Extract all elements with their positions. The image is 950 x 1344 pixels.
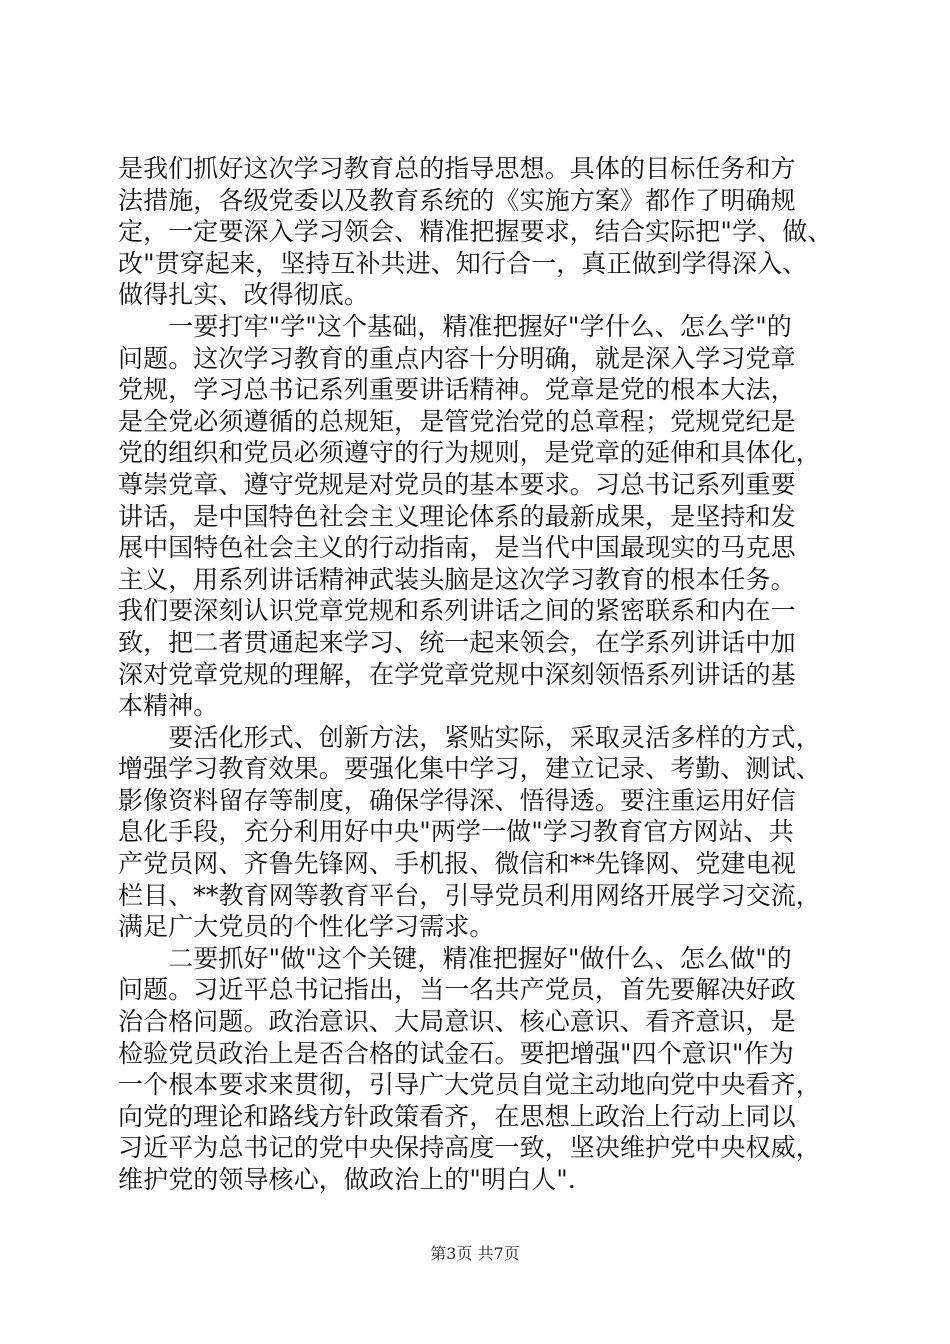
text-line: 深对党章党规的理解，在学党章党规中深刻领悟系列讲话的基: [118, 659, 796, 689]
text-line: 是我们抓好这次学习教育总的指导思想。具体的目标任务和方: [118, 154, 796, 183]
text-line: 满足广大党员的个性化学习需求。: [118, 912, 495, 942]
text-line: 一要打牢"学"这个基础，精准把握好"学什么、怎么学"的: [118, 311, 792, 341]
text-line: 致，把二者贯通起来学习、统一起来领会，在学系列讲话中加: [118, 627, 796, 657]
text-line: 要活化形式、创新方法，紧贴实际，采取灵活多样的方式，: [118, 722, 821, 752]
text-line: 做得扎实、改得彻底。: [118, 280, 370, 310]
text-line: 展中国特色社会主义的行动指南，是当代中国最现实的马克思: [118, 533, 796, 563]
body-text: [118, 153, 836, 1196]
text-line: 习近平为总书记的党中央保持高度一致，坚决维护党中央权威，: [118, 1133, 821, 1163]
text-line: 尊崇党章、遵守党规是对党员的基本要求。习总书记系列重要: [118, 469, 796, 499]
text-line: 主义，用系列讲话精神武装头脑是这次学习教育的根本任务。: [118, 564, 796, 594]
text-line: 增强学习教育效果。要强化集中学习，建立记录、考勤、测试、: [118, 754, 821, 784]
text-line: 向党的理论和路线方针政策看齐，在思想上政治上行动上同以: [118, 1101, 796, 1131]
text-line: 治合格问题。政治意识、大局意识、核心意识、看齐意识，是: [118, 1007, 796, 1037]
text-line: 党规，学习总书记系列重要讲话精神。党章是党的根本大法，: [118, 375, 796, 405]
text-line: 讲话，是中国特色社会主义理论体系的最新成果，是坚持和发: [118, 501, 796, 531]
text-line: 二要抓好"做"这个关键，精准把握好"做什么、怎么做"的: [118, 943, 792, 973]
page-footer: 第3页 共7页: [430, 1244, 520, 1263]
text-line: 是全党必须遵循的总规矩，是管党治党的总章程；党规党纪是: [118, 406, 796, 436]
text-line: 产党员网、齐鲁先锋网、手机报、微信和**先锋网、党建电视: [118, 849, 796, 879]
text-line: 问题。习近平总书记指出，当一名共产党员，首先要解决好政: [118, 975, 796, 1005]
text-line: 息化手段，充分利用好中央"两学一做"学习教育官方网站、共: [118, 817, 794, 847]
text-line: 法措施，各级党委以及教育系统的《实施方案》都作了明确规: [118, 185, 796, 215]
text-line: 党的组织和党员必须遵守的行为规则，是党章的延伸和具体化，: [118, 438, 821, 468]
text-line: 维护党的领导核心，做政治上的"明白人".: [118, 1165, 576, 1194]
text-line: 影像资料留存等制度，确保学得深、悟得透。要注重运用好信: [118, 785, 796, 815]
text-line: 本精神。: [118, 691, 219, 721]
text-line: 我们要深刻认识党章党规和系列讲话之间的紧密联系和内在一: [118, 596, 796, 626]
text-line: 定，一定要深入学习领会、精准把握要求，结合实际把"学、做、: [118, 217, 833, 247]
text-line: 栏目、**教育网等教育平台，引导党员利用网络开展学习交流，: [118, 880, 821, 910]
text-line: 问题。这次学习教育的重点内容十分明确，就是深入学习党章: [118, 343, 796, 373]
text-line: 改"贯穿起来，坚持互补共进、知行合一，真正做到学得深入、: [118, 248, 808, 278]
text-line: 检验党员政治上是否合格的试金石。要把增强"四个意识"作为: [118, 1038, 794, 1068]
text-line: 一个根本要求来贯彻，引导广大党员自觉主动地向党中央看齐，: [118, 1070, 821, 1100]
